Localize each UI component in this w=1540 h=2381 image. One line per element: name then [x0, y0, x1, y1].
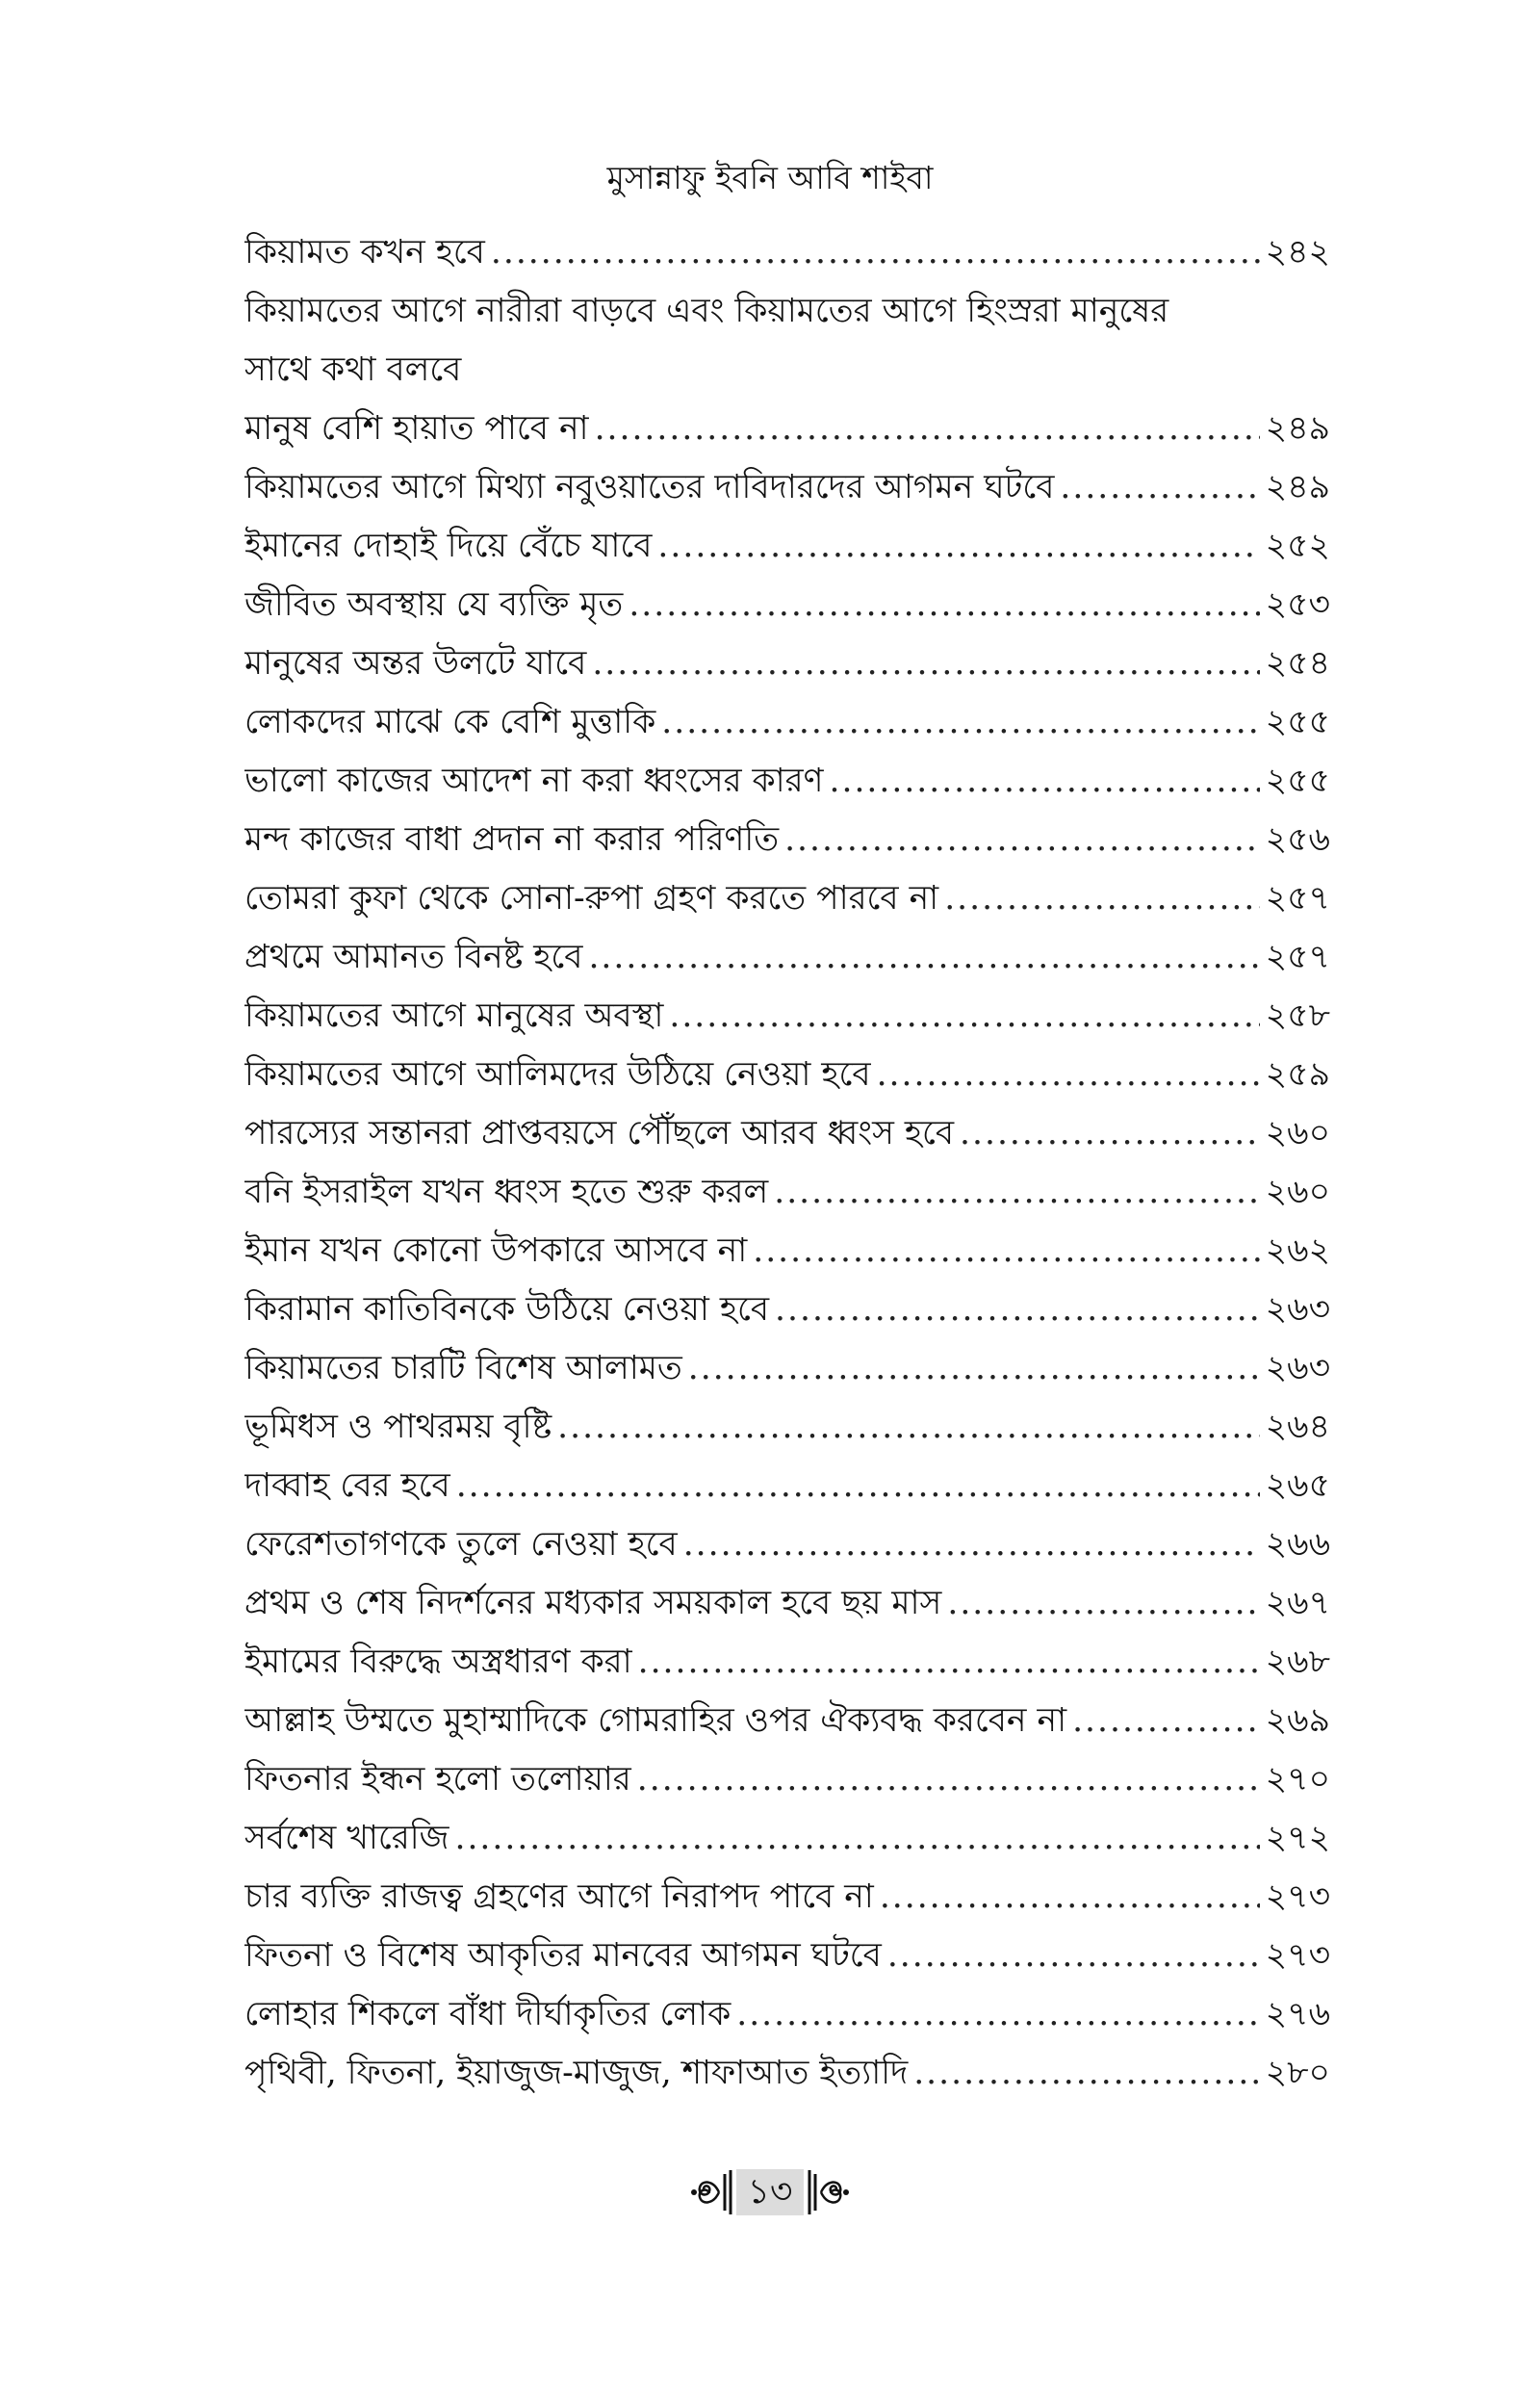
toc-entry — [244, 1927, 1330, 1985]
toc-entry-title: কিরামান কাতিবিনকে উঠিয়ে নেওয়া হবে — [244, 1290, 770, 1329]
toc-entry-page: ২৫৮ — [1265, 996, 1330, 1035]
toc-entry-page: ২৬৭ — [1265, 1584, 1330, 1622]
toc-entry-page: ২৬৮ — [1265, 1643, 1330, 1681]
dot-leader — [830, 752, 1260, 811]
table-of-contents — [244, 223, 1330, 2103]
toc-entry-title: চার ব্যক্তি রাজত্ব গ্রহণের আগে নিরাপদ পাবে না — [244, 1877, 874, 1916]
toc-entry-page: ২৪৯ — [1265, 409, 1330, 448]
toc-entry-title: ইমানের দোহাই দিয়ে বেঁচে যাবে — [244, 527, 653, 565]
toc-entry-page: ২৭৩ — [1265, 1877, 1330, 1916]
dot-leader — [1060, 458, 1259, 517]
toc-entry-page: ২৭২ — [1265, 1819, 1330, 1857]
toc-entry — [244, 517, 1330, 576]
dot-leader — [491, 223, 1260, 282]
toc-entry-title: ভূমিধস ও পাথরময় বৃষ্টি — [244, 1408, 552, 1446]
toc-entry-title: আল্লাহ উম্মতে মুহাম্মাদিকে গোমরাহির ওপর ঐক্যবদ্ধ করবেন না — [244, 1701, 1067, 1740]
dot-leader — [960, 1104, 1260, 1163]
toc-entry-page: ২৫৬ — [1265, 820, 1330, 859]
toc-entry — [244, 752, 1330, 811]
toc-entry-title-line1: কিয়ামতের আগে নারীরা বাড়বে এবং কিয়ামতের আগে হিংস্ররা মানুষের — [244, 292, 1169, 330]
dot-leader — [877, 1046, 1260, 1104]
dot-leader — [753, 1222, 1259, 1281]
page-number: ১৩ — [736, 2169, 805, 2215]
toc-entry-page: ২৫৫ — [1265, 762, 1330, 800]
toc-entry-title: ভালো কাজের আদেশ না করা ধ্বংসের কারণ — [244, 762, 824, 800]
toc-entry — [244, 458, 1330, 517]
toc-entry-page: ২৬২ — [1265, 1231, 1330, 1270]
dot-leader — [657, 517, 1259, 576]
toc-entry — [244, 928, 1330, 987]
toc-entry-title: প্রথমে আমানত বিনষ্ট হবে — [244, 938, 583, 976]
toc-entry-page: ২৭৩ — [1265, 1936, 1330, 1975]
toc-entry-page: ২৬৫ — [1265, 1466, 1330, 1505]
toc-entry — [244, 634, 1330, 693]
toc-entry-title: বনি ইসরাইল যখন ধ্বংস হতে শুরু করল — [244, 1173, 769, 1211]
dot-leader — [669, 987, 1259, 1046]
toc-entry-title: লোকদের মাঝে কে বেশি মুত্তাকি — [244, 703, 656, 741]
toc-entry-page: ২৫৯ — [1265, 1055, 1330, 1094]
toc-entry-page: ২৬০ — [1265, 1114, 1330, 1152]
dot-leader — [638, 1633, 1260, 1692]
toc-entry-page: ২৭৬ — [1265, 1995, 1330, 2033]
toc-entry — [244, 223, 1330, 282]
toc-entry — [244, 869, 1330, 928]
toc-entry-page: ২৫৭ — [1265, 938, 1330, 976]
toc-entry-page: ২৭০ — [1265, 1760, 1330, 1799]
toc-entry-title: তোমরা কুফা থেকে সোনা-রুপা গ্রহণ করতে পারবে না — [244, 879, 939, 918]
toc-entry-title: জীবিত অবস্থায় যে ব্যক্তি মৃত — [244, 585, 624, 624]
dot-leader — [455, 1809, 1260, 1868]
toc-entry — [244, 1809, 1330, 1868]
dot-leader — [688, 1339, 1260, 1398]
toc-entry — [244, 1574, 1330, 1633]
toc-entry-title: ফেরেশতাগণকে তুলে নেওয়া হবে — [244, 1525, 678, 1564]
toc-entry — [244, 576, 1330, 634]
dot-leader — [629, 576, 1259, 634]
toc-entry-page: ২৫৭ — [1265, 879, 1330, 918]
toc-entry — [244, 1398, 1330, 1457]
toc-entry-title: পৃথিবী, ফিতনা, ইয়াজুজ-মাজুজ, শাফাআত ইত্যাদি — [244, 2054, 909, 2092]
toc-entry-page: ২৮০ — [1265, 2054, 1330, 2092]
dot-leader — [887, 1927, 1260, 1985]
toc-entry — [244, 1868, 1330, 1927]
toc-entry — [244, 1457, 1330, 1515]
toc-entry — [244, 282, 1330, 400]
toc-entry-title: ফিতনার ইন্ধন হলো তলোয়ার — [244, 1760, 631, 1799]
toc-entry — [244, 693, 1330, 752]
toc-entry — [244, 1750, 1330, 1809]
toc-entry — [244, 1515, 1330, 1574]
dot-leader — [784, 811, 1260, 869]
dot-leader — [736, 1985, 1259, 2044]
toc-entry-page: ২৫৪ — [1265, 644, 1330, 683]
toc-entry — [244, 1339, 1330, 1398]
toc-entry-title: কিয়ামতের আগে মানুষের অবস্থা — [244, 996, 664, 1035]
toc-entry — [244, 987, 1330, 1046]
toc-entry-title: সর্বশেষ খারেজি — [244, 1819, 449, 1857]
dot-leader — [637, 1750, 1260, 1809]
dot-leader — [661, 693, 1260, 752]
toc-entry-title: ইমান যখন কোনো উপকারে আসবে না — [244, 1231, 748, 1270]
decorative-flourish-icon — [684, 2166, 734, 2218]
toc-entry — [244, 1163, 1330, 1222]
dot-leader — [456, 1457, 1260, 1515]
toc-entry — [244, 1633, 1330, 1692]
toc-entry — [244, 2044, 1330, 2103]
toc-entry — [244, 1046, 1330, 1104]
dot-leader — [557, 1398, 1260, 1457]
toc-entry-page: ২৪২ — [1265, 233, 1330, 272]
toc-entry — [244, 1281, 1330, 1339]
toc-entry-title: দাব্বাহ বের হবে — [244, 1466, 450, 1505]
toc-entry-title: মন্দ কাজের বাধা প্রদান না করার পরিণতি — [244, 820, 780, 859]
toc-entry-title: ইমামের বিরুদ্ধে অস্ত্রধারণ করা — [244, 1643, 632, 1681]
toc-entry-page: ২৬৩ — [1265, 1290, 1330, 1329]
dot-leader — [944, 869, 1260, 928]
toc-entry-page: ২৬৯ — [1265, 1701, 1330, 1740]
dot-leader — [774, 1163, 1259, 1222]
dot-leader — [592, 634, 1259, 693]
toc-entry-page: ২৫২ — [1265, 527, 1330, 565]
toc-entry-title: ফিতনা ও বিশেষ আকৃতির মানবের আগমন ঘটবে — [244, 1936, 882, 1975]
dot-leader — [683, 1515, 1260, 1574]
toc-entry-title: সাথে কথা বলবে — [244, 350, 462, 389]
toc-entry-page: ২৪৯ — [1265, 468, 1330, 506]
toc-entry-title: কিয়ামতের আগে আলিমদের উঠিয়ে নেওয়া হবে — [244, 1055, 871, 1094]
dot-leader — [1072, 1692, 1260, 1750]
toc-entry-page: ২৬০ — [1265, 1173, 1330, 1211]
running-header: মুসান্নাফু ইবনি আবি শাইবা — [606, 159, 934, 196]
toc-entry-title: কিয়ামত কখন হবে — [244, 233, 485, 272]
toc-entry-page: ২৫৫ — [1265, 703, 1330, 741]
toc-entry-title: মানুষের অন্তর উলটে যাবে — [244, 644, 587, 683]
toc-entry-title: কিয়ামতের চারটি বিশেষ আলামত — [244, 1349, 682, 1387]
toc-entry-title: লোহার শিকলে বাঁধা দীর্ঘাকৃতির লোক — [244, 1995, 732, 2033]
dot-leader — [588, 928, 1259, 987]
toc-entry-title: মানুষ বেশি হায়াত পাবে না — [244, 409, 589, 448]
toc-entry-title: কিয়ামতের আগে মিথ্যা নবুওয়াতের দাবিদারদের আগমন ঘটবে — [244, 468, 1055, 506]
dot-leader — [595, 400, 1260, 458]
toc-entry-page: ২৬৬ — [1265, 1525, 1330, 1564]
toc-entry-page: ২৫৩ — [1265, 585, 1330, 624]
toc-entry — [244, 1104, 1330, 1163]
toc-entry-page: ২৬৪ — [1265, 1408, 1330, 1446]
toc-entry — [244, 811, 1330, 869]
toc-entry — [244, 1985, 1330, 2044]
dot-leader — [947, 1574, 1259, 1633]
dot-leader — [775, 1281, 1260, 1339]
toc-entry-page: ২৬৩ — [1265, 1349, 1330, 1387]
toc-entry — [244, 1692, 1330, 1750]
toc-entry — [244, 1222, 1330, 1281]
page-footer — [0, 2166, 1540, 2218]
dot-leader — [880, 1868, 1260, 1927]
dot-leader — [913, 2044, 1260, 2103]
decorative-flourish-icon — [806, 2166, 856, 2218]
toc-entry-title: পারস্যের সন্তানরা প্রাপ্তবয়সে পৌঁছলে আরব ধ্বংস হবে — [244, 1114, 955, 1152]
toc-entry-title: প্রথম ও শেষ নিদর্শনের মধ্যকার সময়কাল হবে ছয় মাস — [244, 1584, 942, 1622]
toc-entry — [244, 400, 1330, 458]
